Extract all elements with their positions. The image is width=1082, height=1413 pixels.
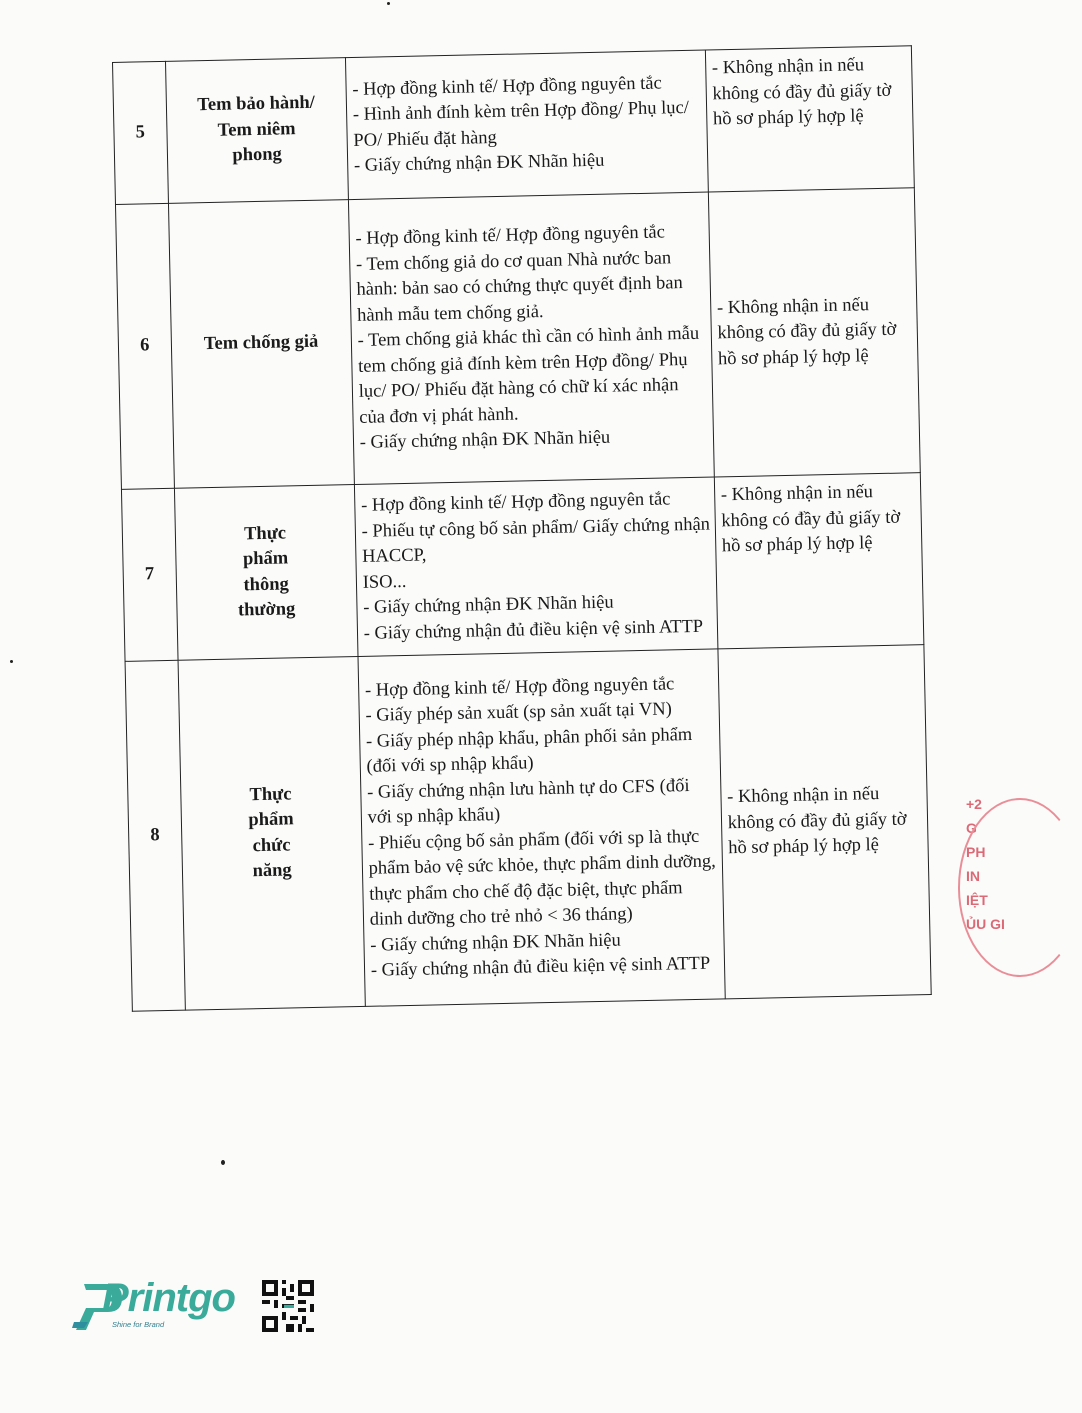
document-item: - Giấy chứng nhận ĐK Nhãn hiệu: [370, 930, 621, 956]
table-row: [121, 473, 923, 662]
stamp-text: IỆT: [966, 892, 988, 908]
table-row: [113, 46, 915, 205]
product-type-line: Tem bảo hành/: [197, 93, 316, 116]
table-row: [125, 645, 931, 1012]
document-item: - Giấy chứng nhận đủ điều kiện vệ sinh ATTP: [370, 953, 711, 981]
printgo-logo: [72, 1276, 262, 1336]
document-item: - Hợp đồng kinh tế/ Hợp đồng nguyên tắc: [364, 673, 675, 701]
document-item: - Phiếu tự công bố sản phẩm/ Giấy chứng nhận HACCP,: [361, 514, 711, 567]
scan-speck: [10, 660, 13, 663]
official-stamp: [958, 792, 1018, 982]
document-item: - Giấy chứng nhận ĐK Nhãn hiệu: [353, 150, 605, 176]
row-number: 8: [125, 660, 185, 1011]
document-item: - Hình ảnh đính kèm trên Hợp đồng/ Phụ lục/ PO/ Phiếu đặt hàng: [352, 97, 690, 151]
document-item: - Hợp đồng kinh tế/ Hợp đồng nguyên tắc: [352, 72, 662, 100]
stamp-ring: [958, 798, 1082, 977]
stamp-text: ỦU GI: [966, 916, 1005, 932]
row-number: 5: [113, 61, 169, 204]
product-type-line: Tem chống giả: [203, 331, 319, 355]
document-item: - Giấy chứng nhận đủ điều kiện vệ sinh ATTP: [363, 616, 704, 644]
note-cell: [708, 188, 920, 477]
document-item: - Phiếu cộng bố sản phẩm (đối với sp là thực phẩm bảo vệ sức khỏe, thực phẩm dinh dưỡng, thực phẩm cho chế độ đặc biệt, thực phẩm dinh dưỡng cho trẻ nhỏ < 36 tháng): [367, 826, 716, 930]
stamp-text: PH: [966, 844, 986, 860]
product-type-line: phẩm: [242, 548, 289, 570]
product-type-line: chức: [252, 834, 291, 856]
required-documents: [348, 192, 714, 484]
note-text: - Không nhận in nếu không có đầy đủ giấy tờ hồ sơ pháp lý hợp lệ: [716, 294, 897, 370]
product-type-line: Thực: [243, 522, 287, 544]
stamp-text: G: [966, 820, 977, 836]
note-text: - Không nhận in nếu không có đầy đủ giấy tờ hồ sơ pháp lý hợp lệ: [727, 784, 907, 859]
scan-speck: [221, 1160, 225, 1165]
product-type-line: năng: [252, 860, 292, 882]
note-cell: [714, 473, 924, 649]
product-type-line: phẩm: [248, 809, 294, 831]
document-item: - Giấy chứng nhận ĐK Nhãn hiệu: [359, 427, 611, 454]
product-type-line: Tem niêm: [217, 118, 296, 141]
product-type-line: phong: [232, 144, 283, 166]
row-number: 6: [115, 203, 174, 489]
note-text: - Không nhận in nếu không có đầy đủ giấy tờ hồ sơ pháp lý hợp lệ: [720, 482, 901, 557]
document-item: ISO...: [362, 571, 407, 593]
required-documents: [358, 649, 725, 1006]
stamp-text: IN: [966, 868, 980, 884]
logo-text: Printgo: [102, 1276, 235, 1320]
document-item: - Giấy phép sản xuất (sp sản xuất tại VN): [365, 699, 673, 726]
scan-speck: [387, 2, 390, 5]
table-row: [115, 188, 920, 490]
document-item: - Hợp đồng kinh tế/ Hợp đồng nguyên tắc: [360, 489, 671, 516]
product-type: [178, 656, 365, 1010]
product-type: [168, 200, 354, 489]
document-item: - Giấy chứng nhận lưu hành tự do CFS (đối với sp nhập khẩu): [366, 775, 690, 828]
stamp-text: +2: [966, 796, 982, 812]
document-item: - Giấy phép nhập khẩu, phân phối sản phẩm (đối với sp nhập khẩu): [365, 724, 693, 777]
product-type-line: Thực: [249, 783, 292, 805]
product-type: [165, 58, 348, 204]
product-type: [174, 485, 358, 661]
qr-code-icon: [262, 1280, 314, 1332]
document-item: - Hợp đồng kinh tế/ Hợp đồng nguyên tắc: [355, 222, 666, 250]
note-cell: [718, 645, 932, 999]
note-cell: [705, 46, 914, 192]
document-item: - Tem chống giả khác thì cần có hình ảnh mẫu tem chống giả đính kèm trên Hợp đồng/ Phụ lục/ PO/ Phiếu đặt hàng có chữ kí xác nhận của đơn vị phát hành.: [357, 324, 700, 428]
required-documents: [345, 50, 708, 200]
document-item: - Giấy chứng nhận ĐK Nhãn hiệu: [363, 592, 614, 618]
product-type-line: thường: [237, 599, 296, 621]
note-text: - Không nhận in nếu không có đầy đủ giấy tờ hồ sơ pháp lý hợp lệ: [711, 55, 892, 130]
product-type-line: thông: [243, 573, 289, 595]
document-item: - Tem chống giả do cơ quan Nhà nước ban hành: bản sao có chứng thực quyết định ban hành mẫu tem chống giả.: [355, 248, 683, 326]
row-number: 7: [121, 488, 177, 661]
requirements-table: [112, 45, 932, 1012]
logo-tagline: Shine for Brand: [112, 1320, 165, 1329]
required-documents: [354, 477, 717, 656]
